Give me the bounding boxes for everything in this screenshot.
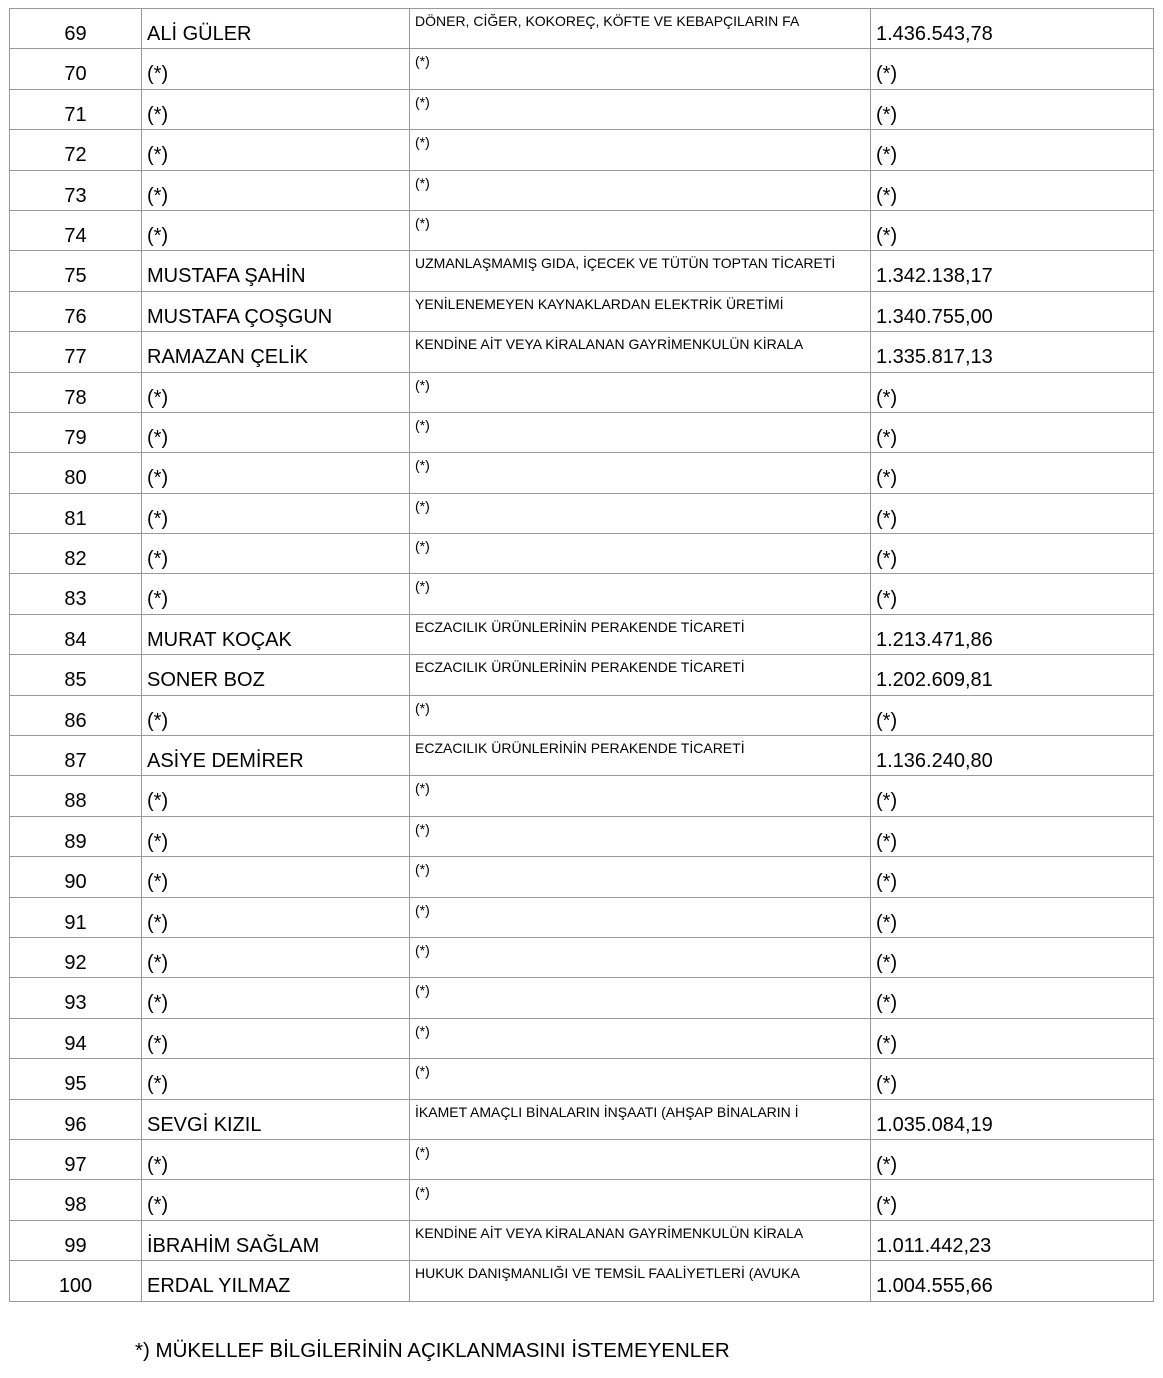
activity-description: (*) (410, 978, 871, 1018)
taxpayer-name: (*) (142, 170, 410, 210)
activity-description: (*) (410, 695, 871, 735)
taxpayer-name: (*) (142, 493, 410, 533)
row-number: 71 (10, 89, 142, 129)
taxpayer-name: İBRAHİM SAĞLAM (142, 1220, 410, 1260)
amount-value: 1.202.609,81 (871, 655, 1154, 695)
row-number: 96 (10, 1099, 142, 1139)
activity-description: (*) (410, 130, 871, 170)
taxpayer-name: (*) (142, 816, 410, 856)
table-row (10, 534, 1154, 574)
table-row (10, 493, 1154, 533)
table-row (10, 978, 1154, 1018)
table-row (10, 857, 1154, 897)
table-row (10, 372, 1154, 412)
taxpayer-name: ERDAL YILMAZ (142, 1261, 410, 1301)
amount-value: 1.436.543,78 (871, 9, 1154, 49)
amount-value: 1.340.755,00 (871, 291, 1154, 331)
table-row (10, 291, 1154, 331)
taxpayer-table (9, 8, 1154, 1302)
row-number: 80 (10, 453, 142, 493)
amount-value: (*) (871, 493, 1154, 533)
footnote: *) MÜKELLEF BİLGİLERİNİN AÇIKLANMASINI İSTEMEYENLER (135, 1339, 730, 1362)
taxpayer-name: (*) (142, 695, 410, 735)
amount-value: (*) (871, 534, 1154, 574)
table-row (10, 1139, 1154, 1179)
table-row (10, 130, 1154, 170)
row-number: 86 (10, 695, 142, 735)
activity-description: (*) (410, 857, 871, 897)
taxpayer-name: (*) (142, 1059, 410, 1099)
amount-value: 1.035.084,19 (871, 1099, 1154, 1139)
activity-description: (*) (410, 412, 871, 452)
amount-value: (*) (871, 170, 1154, 210)
row-number: 70 (10, 49, 142, 89)
row-number: 77 (10, 332, 142, 372)
amount-value: 1.342.138,17 (871, 251, 1154, 291)
table-row (10, 736, 1154, 776)
taxpayer-name: (*) (142, 937, 410, 977)
table-row (10, 574, 1154, 614)
taxpayer-name: (*) (142, 210, 410, 250)
table-row (10, 614, 1154, 654)
table-row (10, 1018, 1154, 1058)
amount-value: (*) (871, 776, 1154, 816)
table-row (10, 9, 1154, 49)
table-row (10, 1180, 1154, 1220)
activity-description: (*) (410, 453, 871, 493)
table-row (10, 412, 1154, 452)
taxpayer-name: (*) (142, 89, 410, 129)
amount-value: 1.011.442,23 (871, 1220, 1154, 1260)
row-number: 90 (10, 857, 142, 897)
row-number: 99 (10, 1220, 142, 1260)
table-row (10, 170, 1154, 210)
activity-description: KENDİNE AİT VEYA KİRALANAN GAYRİMENKULÜN KİRALA (410, 332, 871, 372)
row-number: 83 (10, 574, 142, 614)
amount-value: (*) (871, 574, 1154, 614)
taxpayer-name: (*) (142, 412, 410, 452)
activity-description: HUKUK DANIŞMANLIĞI VE TEMSİL FAALİYETLERİ (AVUKA (410, 1261, 871, 1301)
taxpayer-name: (*) (142, 857, 410, 897)
table-row (10, 1220, 1154, 1260)
row-number: 73 (10, 170, 142, 210)
taxpayer-name: (*) (142, 49, 410, 89)
table-row (10, 251, 1154, 291)
amount-value: (*) (871, 816, 1154, 856)
amount-value: (*) (871, 857, 1154, 897)
amount-value: (*) (871, 210, 1154, 250)
taxpayer-name: (*) (142, 1180, 410, 1220)
row-number: 92 (10, 937, 142, 977)
taxpayer-name: (*) (142, 453, 410, 493)
activity-description: (*) (410, 210, 871, 250)
taxpayer-name: MUSTAFA ŞAHİN (142, 251, 410, 291)
row-number: 89 (10, 816, 142, 856)
amount-value: (*) (871, 372, 1154, 412)
row-number: 84 (10, 614, 142, 654)
row-number: 81 (10, 493, 142, 533)
row-number: 75 (10, 251, 142, 291)
amount-value: (*) (871, 130, 1154, 170)
activity-description: UZMANLAŞMAMIŞ GIDA, İÇECEK VE TÜTÜN TOPTAN TİCARETİ (410, 251, 871, 291)
taxpayer-name: (*) (142, 574, 410, 614)
amount-value: (*) (871, 1180, 1154, 1220)
amount-value: (*) (871, 1059, 1154, 1099)
row-number: 95 (10, 1059, 142, 1099)
activity-description: (*) (410, 1018, 871, 1058)
activity-description: (*) (410, 1059, 871, 1099)
row-number: 72 (10, 130, 142, 170)
table-row (10, 332, 1154, 372)
table-row (10, 776, 1154, 816)
taxpayer-name: RAMAZAN ÇELİK (142, 332, 410, 372)
row-number: 91 (10, 897, 142, 937)
table-body (10, 9, 1154, 1302)
row-number: 85 (10, 655, 142, 695)
row-number: 87 (10, 736, 142, 776)
activity-description: (*) (410, 170, 871, 210)
row-number: 100 (10, 1261, 142, 1301)
activity-description: (*) (410, 534, 871, 574)
table-row (10, 816, 1154, 856)
row-number: 69 (10, 9, 142, 49)
taxpayer-name: (*) (142, 978, 410, 1018)
row-number: 97 (10, 1139, 142, 1179)
activity-description: (*) (410, 89, 871, 129)
amount-value: (*) (871, 412, 1154, 452)
amount-value: (*) (871, 89, 1154, 129)
row-number: 88 (10, 776, 142, 816)
table-row (10, 1059, 1154, 1099)
activity-description: (*) (410, 49, 871, 89)
activity-description: (*) (410, 493, 871, 533)
table-row (10, 1261, 1154, 1301)
taxpayer-name: ALİ GÜLER (142, 9, 410, 49)
activity-description: (*) (410, 897, 871, 937)
taxpayer-name: MURAT KOÇAK (142, 614, 410, 654)
row-number: 74 (10, 210, 142, 250)
taxpayer-name: (*) (142, 776, 410, 816)
activity-description: YENİLENEMEYEN KAYNAKLARDAN ELEKTRİK ÜRETİMİ (410, 291, 871, 331)
amount-value: (*) (871, 978, 1154, 1018)
table-row (10, 897, 1154, 937)
amount-value: 1.213.471,86 (871, 614, 1154, 654)
taxpayer-name: MUSTAFA ÇOŞGUN (142, 291, 410, 331)
amount-value: (*) (871, 897, 1154, 937)
row-number: 79 (10, 412, 142, 452)
taxpayer-name: (*) (142, 1139, 410, 1179)
table-row (10, 937, 1154, 977)
amount-value: (*) (871, 1018, 1154, 1058)
table-row (10, 89, 1154, 129)
activity-description: İKAMET AMAÇLI BİNALARIN İNŞAATI (AHŞAP BİNALARIN İ (410, 1099, 871, 1139)
activity-description: ECZACILIK ÜRÜNLERİNİN PERAKENDE TİCARETİ (410, 655, 871, 695)
activity-description: (*) (410, 937, 871, 977)
taxpayer-name: SEVGİ KIZIL (142, 1099, 410, 1139)
amount-value: (*) (871, 49, 1154, 89)
row-number: 76 (10, 291, 142, 331)
activity-description: DÖNER, CİĞER, KOKOREÇ, KÖFTE VE KEBAPÇILARIN FA (410, 9, 871, 49)
amount-value: (*) (871, 937, 1154, 977)
activity-description: (*) (410, 1139, 871, 1179)
activity-description: (*) (410, 1180, 871, 1220)
activity-description: (*) (410, 816, 871, 856)
activity-description: (*) (410, 372, 871, 412)
taxpayer-name: (*) (142, 534, 410, 574)
row-number: 94 (10, 1018, 142, 1058)
amount-value: 1.136.240,80 (871, 736, 1154, 776)
row-number: 78 (10, 372, 142, 412)
row-number: 82 (10, 534, 142, 574)
table-row (10, 1099, 1154, 1139)
taxpayer-name: (*) (142, 372, 410, 412)
amount-value: 1.004.555,66 (871, 1261, 1154, 1301)
row-number: 93 (10, 978, 142, 1018)
taxpayer-name: ASİYE DEMİRER (142, 736, 410, 776)
taxpayer-name: (*) (142, 897, 410, 937)
activity-description: (*) (410, 574, 871, 614)
table-row (10, 655, 1154, 695)
amount-value: 1.335.817,13 (871, 332, 1154, 372)
activity-description: ECZACILIK ÜRÜNLERİNİN PERAKENDE TİCARETİ (410, 614, 871, 654)
row-number: 98 (10, 1180, 142, 1220)
activity-description: ECZACILIK ÜRÜNLERİNİN PERAKENDE TİCARETİ (410, 736, 871, 776)
activity-description: (*) (410, 776, 871, 816)
table-row (10, 695, 1154, 735)
activity-description: KENDİNE AİT VEYA KİRALANAN GAYRİMENKULÜN KİRALA (410, 1220, 871, 1260)
table-row (10, 210, 1154, 250)
table-row (10, 49, 1154, 89)
taxpayer-name: (*) (142, 130, 410, 170)
taxpayer-name: (*) (142, 1018, 410, 1058)
amount-value: (*) (871, 453, 1154, 493)
table-row (10, 453, 1154, 493)
amount-value: (*) (871, 1139, 1154, 1179)
amount-value: (*) (871, 695, 1154, 735)
taxpayer-name: SONER BOZ (142, 655, 410, 695)
